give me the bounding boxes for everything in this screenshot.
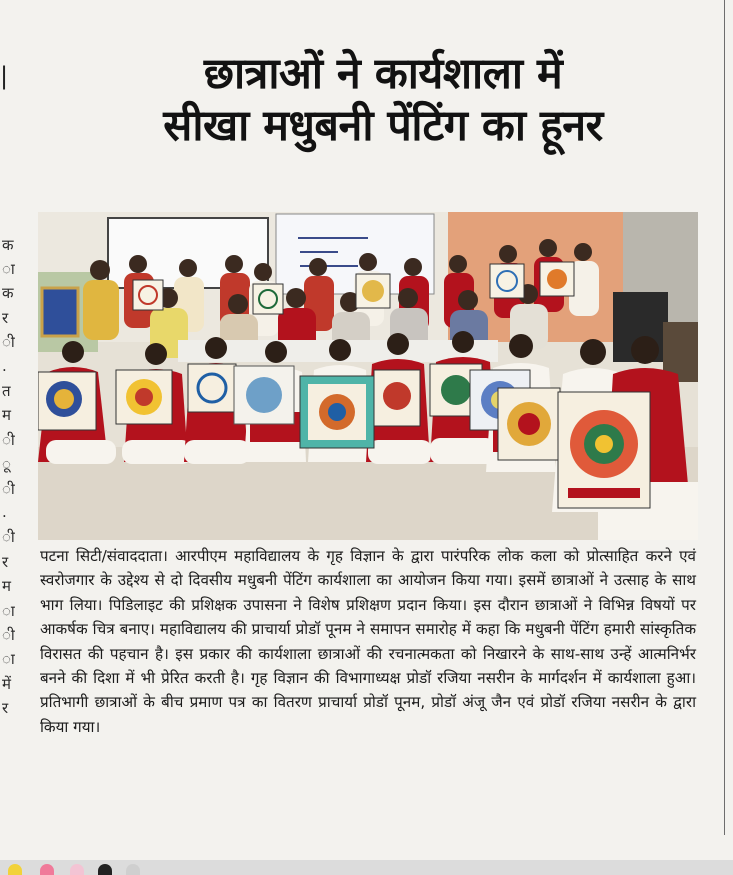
workshop-photo bbox=[38, 212, 698, 540]
bottom-dot bbox=[70, 864, 84, 875]
fragment: में bbox=[2, 675, 11, 693]
fragment: ी bbox=[2, 626, 15, 644]
bottom-dot bbox=[98, 864, 112, 875]
fragment: ा bbox=[2, 260, 15, 278]
fragment: क bbox=[2, 284, 14, 302]
fragment: ा bbox=[2, 602, 15, 620]
headline-line-2: सीखा मधुबनी पेंटिंग का हूनर bbox=[163, 101, 603, 152]
fragment: ी bbox=[2, 528, 15, 546]
adjacent-column-fragments bbox=[0, 235, 14, 815]
headline-line-1: छात्राओं ने कार्यशाला में bbox=[203, 49, 563, 99]
fragment: ू bbox=[2, 455, 11, 473]
fragment: क bbox=[2, 236, 14, 254]
fragment: र bbox=[2, 699, 9, 717]
article-body: पटना सिटी/संवाददाता। आरपीएम महाविद्यालय के गृह विज्ञान के द्वारा पारंपरिक लोक कला को प्रोत्साहित करने एवं स्वरोजगार के उद्देश्य से दो दिवसीय मधुबनी पेंटिंग कार्यशाला का आयोजन किया गया। इसमें छात्राओं ने उत्साह के साथ भाग लिया। पिडिलाइट की प्रशिक्षक उपासना ने विशेष प्रशिक्षण प्रदान किया। इस दौरान छात्राओं ने विभिन्न विषयों पर आकर्षक चित्र बनाए। महाविद्यालय की प्राचार्या प्रोडॉ पूनम ने समापन समारोह में कहा कि मधुबनी पेंटिंग हमारी सांस्कृतिक विरासत की पहचान है। इस प्रकार की कार्यशाला छात्राओं की रचनात्मकता को निखारने के साथ-साथ उन्हें आत्मनिर्भर बनने की दिशा में भी प्रेरित करती है। गृह विज्ञान की विभागाध्यक्ष प्रोडॉ रजिया नसरीन के मार्गदर्शन में कार्यशाला हुआ। प्रतिभागी छात्राओं के बीच प्रमाण पत्र का वितरण प्राचार्या प्रोडॉ पूनम, प्रोडॉ अंजू जैन एवं प्रोडॉ रजिया नसरीन के द्वारा किया गया। bbox=[40, 547, 696, 736]
fragment: र bbox=[2, 309, 9, 327]
fragment: . bbox=[2, 503, 7, 521]
bottom-dot bbox=[8, 864, 22, 875]
fragment: म bbox=[2, 406, 11, 424]
fragment: . bbox=[2, 357, 7, 375]
fragment: त bbox=[2, 382, 11, 400]
fragment: ी bbox=[2, 333, 15, 351]
headline bbox=[38, 48, 728, 153]
bottom-dot bbox=[40, 864, 54, 875]
bottom-dot bbox=[126, 864, 140, 875]
fragment: ी bbox=[2, 431, 15, 449]
fragment: ा bbox=[2, 650, 15, 668]
fragment: म bbox=[2, 577, 11, 595]
fragment: र bbox=[2, 553, 9, 571]
left-column-mark: | bbox=[0, 62, 9, 90]
fragment: ी bbox=[2, 480, 15, 498]
